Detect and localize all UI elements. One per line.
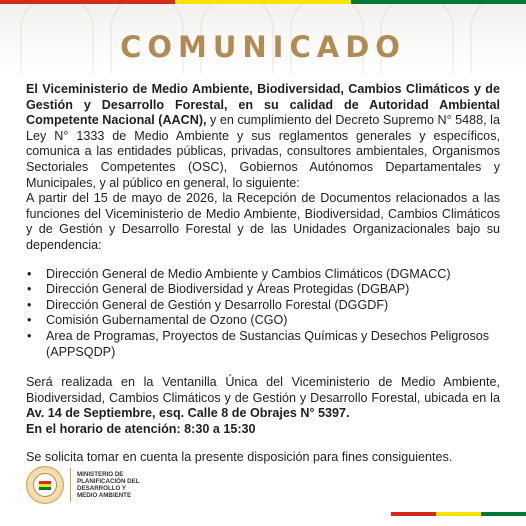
intro-paragraph [26, 82, 500, 254]
list-item: • Dirección General de Biodiversidad y Áreas Protegidas (DGBAP) [27, 282, 410, 297]
closing-text: Se solicita tomar en cuenta la presente disposición para fines consiguientes. [26, 450, 453, 465]
coat-of-arms-icon [26, 466, 64, 504]
intro-bold: El Viceministerio de Medio Ambiente, Biodiversidad, Cambios Climáticos y de Gestión y Desarrollo Forestal, en su calidad de Autoridad Ambiental Competente Nacional (AACN), [26, 82, 500, 128]
reception-paragraph: A partir del 15 de mayo de 2026, la Recepción de Documentos relacionados a las funciones del Viceministerio de Medio Ambiente, Biodiversidad, Cambios Climáticos y de Gestión y Desarrollo Forestal y de las Unidades Organizacionales bajo su dependencia: [26, 191, 500, 252]
location-text: Será realizada en la Ventanilla Única del Viceministerio de Medio Ambiente, Biodiversidad, Cambios Climáticos y de Gestión y Desarrollo Forestal, ubicada en la [26, 375, 500, 405]
list-item: • Dirección General de Medio Ambiente y Cambios Climáticos (DGMACC) [27, 266, 451, 281]
logo-divider [70, 468, 71, 502]
flag-stripe-bottom [391, 512, 526, 516]
ministry-name: MINISTERIO DE PLANIFICACIÓN DEL DESARROLLO Y MEDIO AMBIENTE [77, 471, 140, 499]
office-hours: En el horario de atención: 8:30 a 15:30 [26, 421, 256, 436]
location-paragraph [26, 375, 500, 437]
list-item: • Comisión Gubernamental de Ozono (CGO) [27, 313, 288, 328]
units-list [26, 267, 500, 361]
address: Av. 14 de Septiembre, esq. Calle 8 de Obrajes N° 5397. [26, 406, 350, 421]
list-item: • Dirección General de Gestión y Desarrollo Forestal (DGGDF) [27, 297, 389, 312]
page-title: COMUNICADO [120, 30, 406, 64]
list-item: • Area de Programas, Proyectos de Sustancias Químicas y Desechos Peligrosos (APPSQDP) [27, 328, 490, 359]
ministry-logo [26, 466, 157, 504]
intro-rest: y en cumplimiento del Decreto Supremo N° 5488, la Ley N° 1333 de Medio Ambiente y sus reglamentos generales y específicos, comunica a las entidades públicas, privadas, consultores ambientales, Organismos Sectoriales Competentes (OSC), Gobiernos Autónomos Departamentales y Municipales, y al público en general, lo siguiente: [26, 113, 500, 190]
announcement-body [26, 82, 500, 466]
